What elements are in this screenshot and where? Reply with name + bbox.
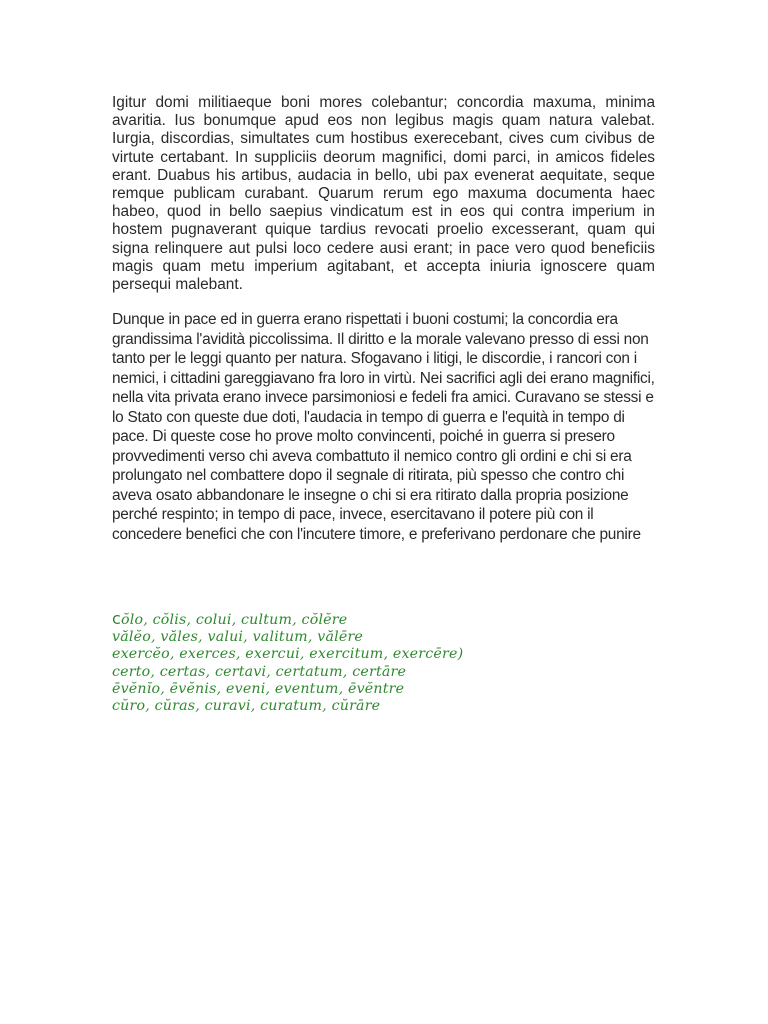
verb-line-exerceo: exercĕo, exerces, exercui, exercitum, exercēre) xyxy=(112,646,464,663)
verb-line-valeo: vălĕo, văles, valui, valitum, vălēre xyxy=(112,629,364,646)
verb-line-certo: certo, certas, certavi, certatum, certāre xyxy=(112,663,407,680)
italian-translation-paragraph: Dunque in pace ed in guerra erano rispettati i buoni costumi; la concordia era grandissima l'avidità piccolissima. Il diritto e la morale valevano presso di essi non tanto per le leggi quanto per natura. Sfogavano i litigi, le discordie, i rancori con i nemici, i cittadini gareggiavano fra loro in virtù. Nei sacrifici agli dei erano magnifici, nella vita privata erano invece parsimoniosi e fedeli fra amici. Curavano se stessi e lo Stato con queste due doti, l'audacia in tempo di guerra e l'equità in tempo di pace. Di queste cose ho prove molto convincenti, poiché in guerra si presero provvedimenti verso chi aveva combattuto il nemico contro gli ordini e chi si era prolungato nel combattere dopo il segnale di ritirata, più spesso che contro chi aveva osato abbandonare le insegne o chi si era ritirato dalla propria posizione perché respinto; in tempo di pace, invece, esercitavano il potere più con il concedere benefici che con l'incutere timore, e preferivano perdonare che punire xyxy=(112,311,655,543)
verb-line-text: ŏlo, cŏlis, colui, cultum, cŏlĕre xyxy=(121,612,348,628)
verb-line-colo xyxy=(112,610,463,629)
verb-first-letter: c xyxy=(112,609,121,628)
latin-paragraph: Igitur domi militiaeque boni mores colebantur; concordia maxuma, minima avaritia. Ius bonumque apud eos non legibus magis quam natura valebat. Iurgia, discordias, simultates cum hostibus exerecebant, cives cum civibus de virtute certabant. In suppliciis deorum magnifici, domi parci, in amicos fideles erant. Duabus his artibus, audacia in bello, ubi pax evenerat aequitate, seque remque publicam curabant. Quarum rerum ego maxuma documenta haec habeo, quod in bello saepius vindicatum est in eos qui contra imperium in hostem pugnaverant quique tardius revocati proelio excesserant, quam qui signa relinquere aut pulsi loco cedere ausi erant; in pace vero quod beneficiis magis quam metu imperium agitabant, et accepta iniuria ignoscere quam persequi malebant. xyxy=(112,94,655,294)
verb-line-curo: cŭro, cŭras, curavi, curatum, cŭrāre xyxy=(112,698,381,715)
verb-line-evenio: ēvĕnĭo, ēvĕnis, eveni, eventum, ēvĕntre xyxy=(112,680,405,697)
verb-paradigm-list xyxy=(112,610,463,715)
